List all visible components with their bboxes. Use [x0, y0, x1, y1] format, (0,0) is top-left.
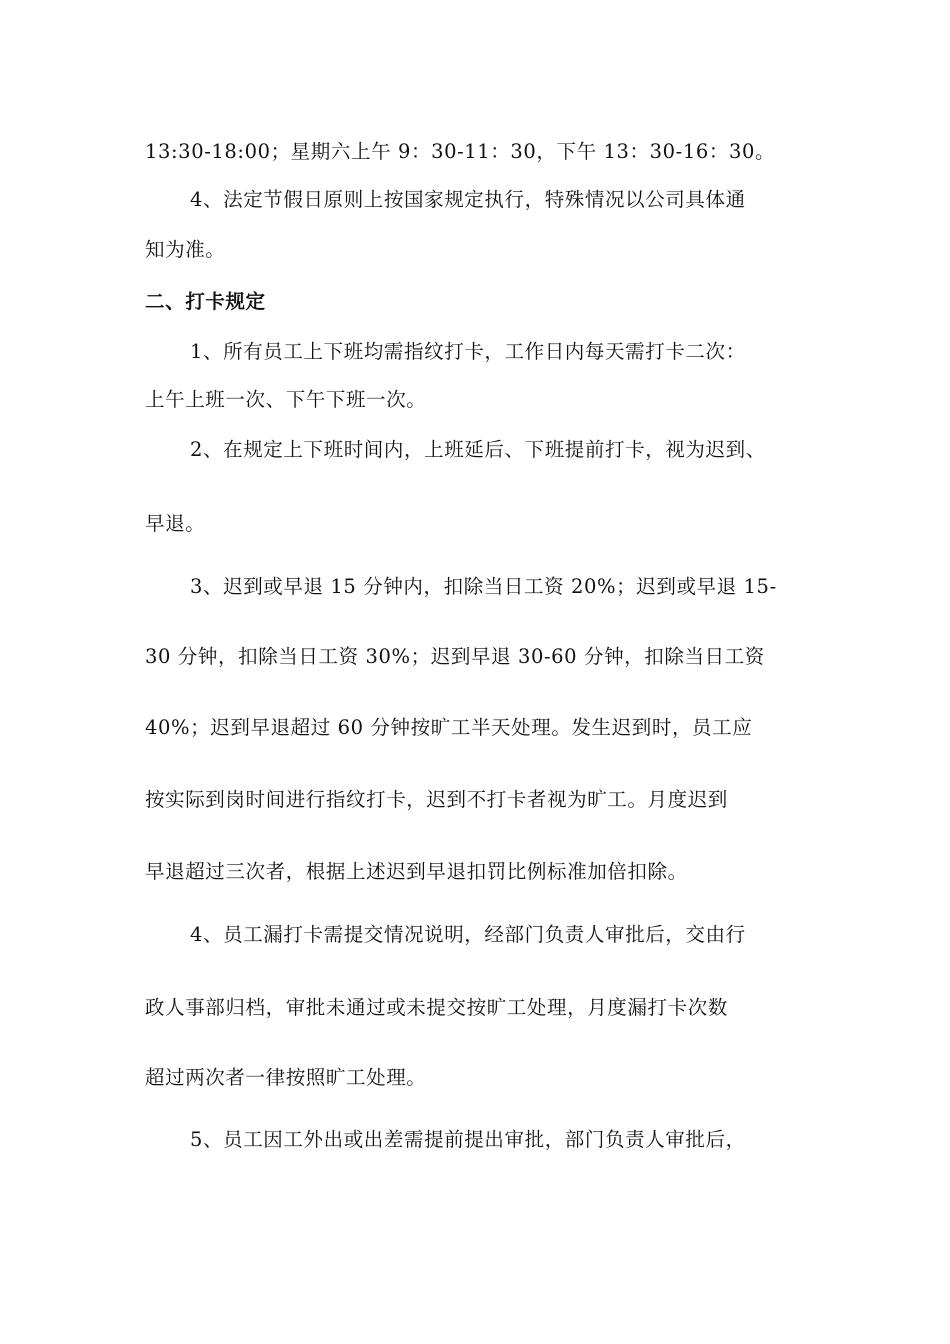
text-line: 政人事部归档，审批未通过或未提交按旷工处理，月度漏打卡次数 — [145, 996, 728, 1019]
text-line: 按实际到岗时间进行指纹打卡，迟到不打卡者视为旷工。月度迟到 — [145, 788, 728, 811]
text-line: 早退。 — [145, 512, 206, 535]
text-line: 40%；迟到早退超过 60 分钟按旷工半天处理。发生迟到时，员工应 — [145, 716, 753, 739]
text-line: 4、员工漏打卡需提交情况说明，经部门负责人审批后，交由行 — [190, 923, 746, 946]
text-line: 5、员工因工外出或出差需提前提出审批，部门负责人审批后， — [190, 1128, 746, 1151]
text-line: 13:30-18:00；星期六上午 9：30-11：30，下午 13：30-16：30。 — [145, 140, 776, 163]
section-heading: 二、打卡规定 — [145, 290, 266, 313]
text-line: 超过两次者一律按照旷工处理。 — [145, 1066, 427, 1089]
text-line: 3、迟到或早退 15 分钟内，扣除当日工资 20%；迟到或早退 15- — [190, 575, 777, 598]
text-line: 2、在规定上下班时间内，上班延后、下班提前打卡，视为迟到、 — [190, 438, 766, 461]
text-line: 4、法定节假日原则上按国家规定执行，特殊情况以公司具体通 — [190, 188, 746, 211]
text-line: 早退超过三次者，根据上述迟到早退扣罚比例标准加倍扣除。 — [145, 860, 688, 883]
text-line: 上午上班一次、下午下班一次。 — [145, 388, 427, 411]
text-line: 1、所有员工上下班均需指纹打卡，工作日内每天需打卡二次： — [190, 340, 746, 363]
text-line: 30 分钟，扣除当日工资 30%；迟到早退 30-60 分钟，扣除当日工资 — [145, 645, 765, 668]
text-line: 知为准。 — [145, 238, 226, 261]
